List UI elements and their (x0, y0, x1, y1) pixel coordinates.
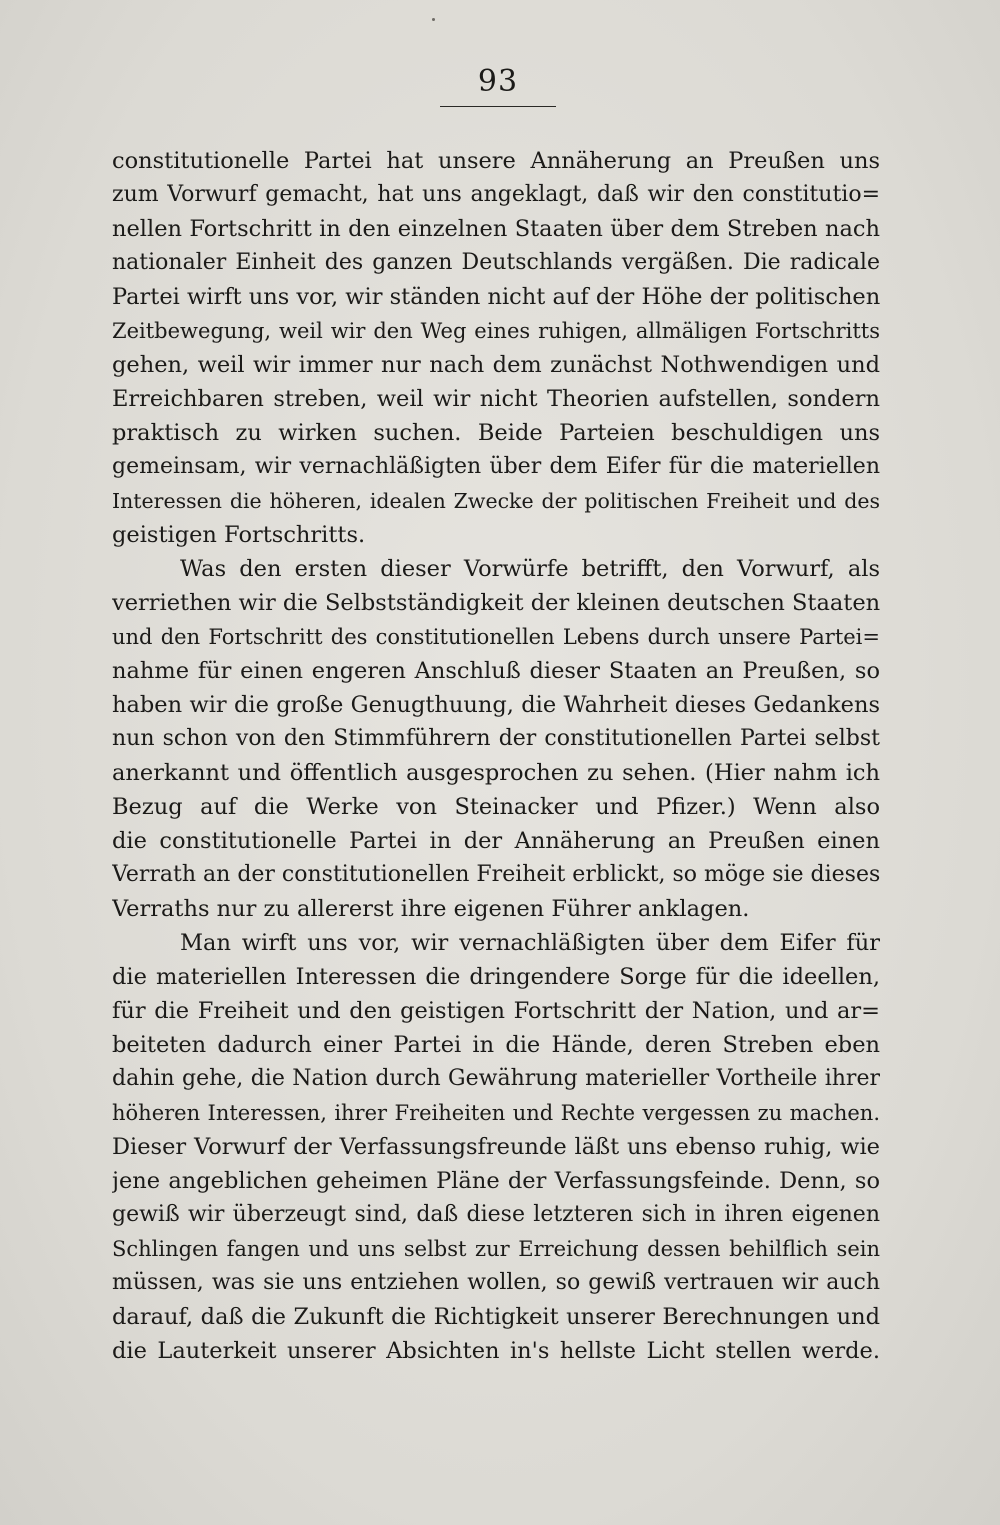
text-line: Erreichbaren streben, weil wir nicht Theorien aufstellen, sondern (112, 386, 880, 412)
text-line: gemeinsam, wir vernachläßigten über dem Eifer für die materiellen (112, 454, 880, 479)
text-line: müssen, was sie uns entziehen wollen, so gewiß vertrauen wir auch (112, 1270, 880, 1295)
text-line: Partei wirft uns vor, wir ständen nicht auf der Höhe der politischen (112, 284, 880, 310)
text-line: darauf, daß die Zukunft die Richtigkeit unserer Berechnungen und (112, 1304, 880, 1330)
text-line: haben wir die große Genugthuung, die Wahrheit dieses Gedankens (112, 692, 880, 718)
text-line: praktisch zu wirken suchen. Beide Parteien beschuldigen uns (112, 420, 880, 446)
text-line: Dieser Vorwurf der Verfassungsfreunde läßt uns ebenso ruhig, wie (112, 1134, 880, 1160)
text-line: jene angeblichen geheimen Pläne der Verfassungsfeinde. Denn, so (112, 1168, 880, 1194)
text-line: nationaler Einheit des ganzen Deutschlands vergäßen. Die radicale (112, 250, 880, 275)
text-line: beiteten dadurch einer Partei in die Hände, deren Streben eben (112, 1032, 880, 1058)
paragraph-end-line: geistigen Fortschritts. (112, 522, 366, 548)
text-line: die materiellen Interessen die dringendere Sorge für die ideellen, (112, 964, 880, 990)
text-line: nun schon von den Stimmführern der constitutionellen Partei selbst (112, 726, 880, 751)
text-line: und den Fortschritt des constitutionellen Lebens durch unsere Partei= (112, 625, 880, 649)
text-line: anerkannt und öffentlich ausgesprochen zu sehen. (Hier nahm ich (112, 760, 880, 786)
text-line: Bezug auf die Werke von Steinacker und Pfizer.) Wenn also (112, 794, 880, 820)
text-line: Verrath an der constitutionellen Freiheit erblickt, so möge sie dieses (112, 862, 880, 887)
text-line: gewiß wir überzeugt sind, daß diese letzteren sich in ihren eigenen (112, 1202, 880, 1227)
text-line: Zeitbewegung, weil wir den Weg eines ruhigen, allmäligen Fortschritts (112, 319, 880, 343)
text-line: die Lauterkeit unserer Absichten in's hellste Licht stellen werde. (112, 1338, 880, 1364)
text-line: nahme für einen engeren Anschluß dieser Staaten an Preußen, so (112, 658, 880, 684)
text-line: zum Vorwurf gemacht, hat uns angeklagt, daß wir den constitutio= (112, 182, 880, 207)
text-line: die constitutionelle Partei in der Annäherung an Preußen einen (112, 828, 880, 854)
text-line: gehen, weil wir immer nur nach dem zunächst Nothwendigen und (112, 352, 880, 378)
text-line: für die Freiheit und den geistigen Fortschritt der Nation, und ar= (112, 998, 880, 1024)
text-line: Interessen die höheren, idealen Zwecke der politischen Freiheit und des (112, 489, 880, 513)
paper-speck (432, 18, 435, 21)
page-number: 93 (477, 64, 519, 99)
body-text (112, 144, 880, 1368)
text-line: dahin gehe, die Nation durch Gewährung materieller Vortheile ihrer (112, 1066, 880, 1091)
paragraph-start-line: Was den ersten dieser Vorwürfe betrifft, den Vorwurf, als (180, 556, 880, 582)
text-line: Schlingen fangen und uns selbst zur Erreichung dessen behilflich sein (112, 1237, 880, 1261)
text-line: verriethen wir die Selbstständigkeit der kleinen deutschen Staaten (112, 590, 880, 616)
text-line: höheren Interessen, ihrer Freiheiten und Rechte vergessen zu machen. (112, 1101, 880, 1125)
text-line: constitutionelle Partei hat unsere Annäherung an Preußen uns (112, 148, 880, 174)
page-number-rule (440, 106, 556, 107)
text-line: nellen Fortschritt in den einzelnen Staaten über dem Streben nach (112, 216, 880, 242)
paragraph-start-line: Man wirft uns vor, wir vernachläßigten über dem Eifer für (180, 930, 880, 956)
paragraph-end-line: Verraths nur zu allererst ihre eigenen Führer anklagen. (112, 896, 750, 922)
